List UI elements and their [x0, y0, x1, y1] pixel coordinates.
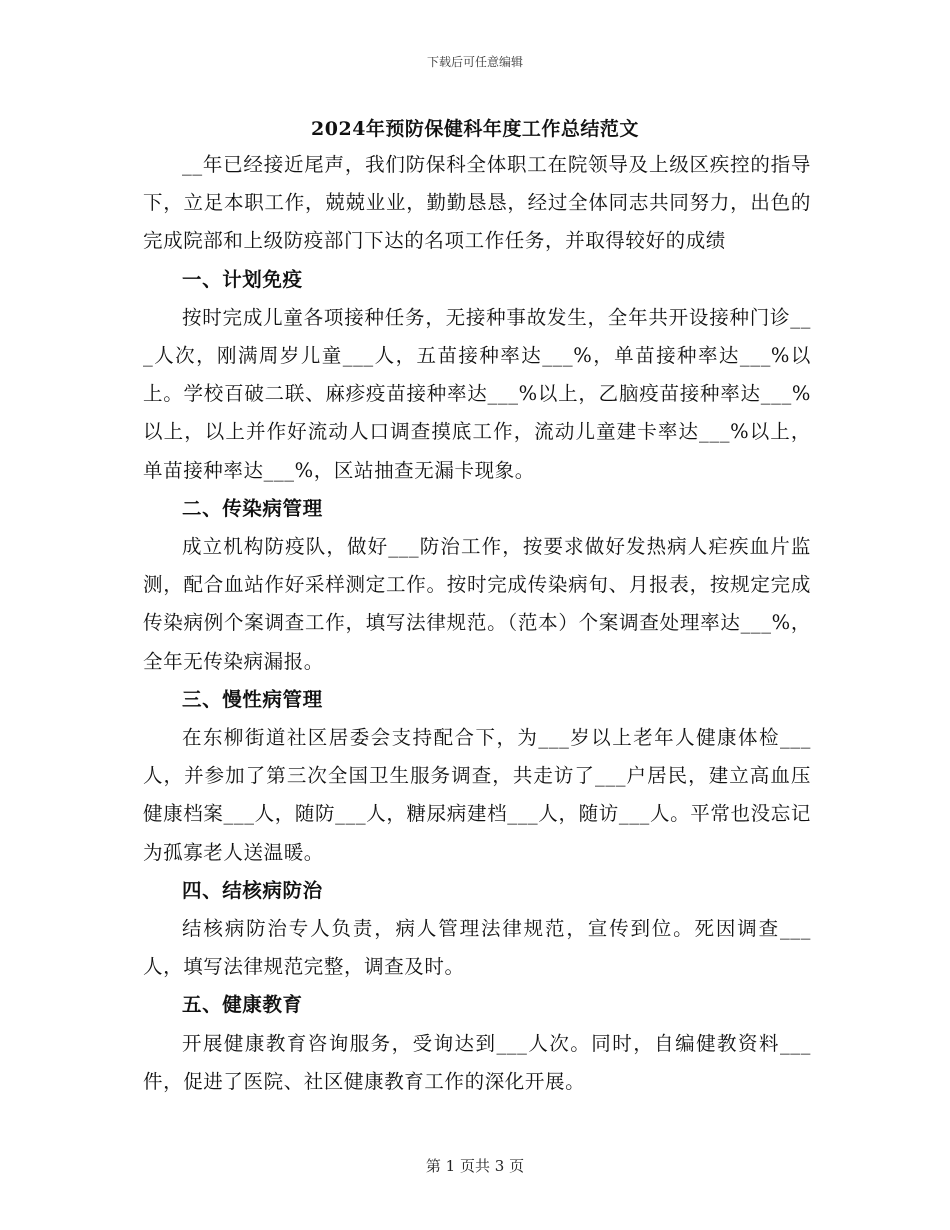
section-heading-health-education: 五、健康教育 [182, 993, 303, 1017]
intro-paragraph: __年已经接近尾声，我们防保科全体职工在院领导及上级区疾控的指导下，立足本职工作，兢兢业业，勤勤恳恳，经过全体同志共同努力，出色的完成院部和上级防疫部门下达的名项工作任务，并取得较好的成绩 [143, 153, 811, 253]
section-body-health-education: 开展健康教育咨询服务，受询达到___人次。同时，自编健教资料___件，促进了医院、社区健康教育工作的深化开展。 [143, 1031, 811, 1093]
section-body-tuberculosis: 结核病防治专人负责，病人管理法律规范，宣传到位。死因调查___人，填写法律规范完整，调查及时。 [143, 917, 811, 979]
section-heading-infectious-disease: 二、传染病管理 [182, 496, 323, 520]
page-number-footer: 第 1 页共 3 页 [425, 1157, 525, 1175]
page-header-note: 下载后可任意编辑 [426, 55, 523, 69]
section-heading-tuberculosis: 四、结核病防治 [182, 878, 323, 902]
section-body-chronic-disease: 在东柳街道社区居委会支持配合下，为___岁以上老年人健康体检___人，并参加了第三次全国卫生服务调查，共走访了___户居民，建立高血压健康档案___人，随防___人，糖尿病建档___人，随访___人。平常也没忘记为孤寡老人送温暖。 [143, 726, 811, 864]
section-heading-immunization: 一、计划免疫 [182, 267, 303, 291]
document-title: 2024年预防保健科年度工作总结范文 [311, 118, 639, 140]
section-heading-chronic-disease: 三、慢性病管理 [182, 687, 323, 711]
document-body [143, 146, 811, 1101]
section-body-immunization: 按时完成儿童各项接种任务，无接种事故发生，全年共开设接种门诊___人次，刚满周岁儿童___人，五苗接种率达___%，单苗接种率达___%以上。学校百破二联、麻疹疫苗接种率达___%以上，乙脑疫苗接种率达___%以上，以上并作好流动人口调查摸底工作，流动儿童建卡率达___%以上，单苗接种率达___%，区站抽查无漏卡现象。 [143, 305, 811, 482]
section-body-infectious-disease: 成立机构防疫队，做好___防治工作，按要求做好发热病人疟疾血片监测，配合血站作好采样测定工作。按时完成传染病旬、月报表，按规定完成传染病例个案调查工作，填写法律规范。（范本）个案调查处理率达___%，全年无传染病漏报。 [143, 535, 811, 673]
